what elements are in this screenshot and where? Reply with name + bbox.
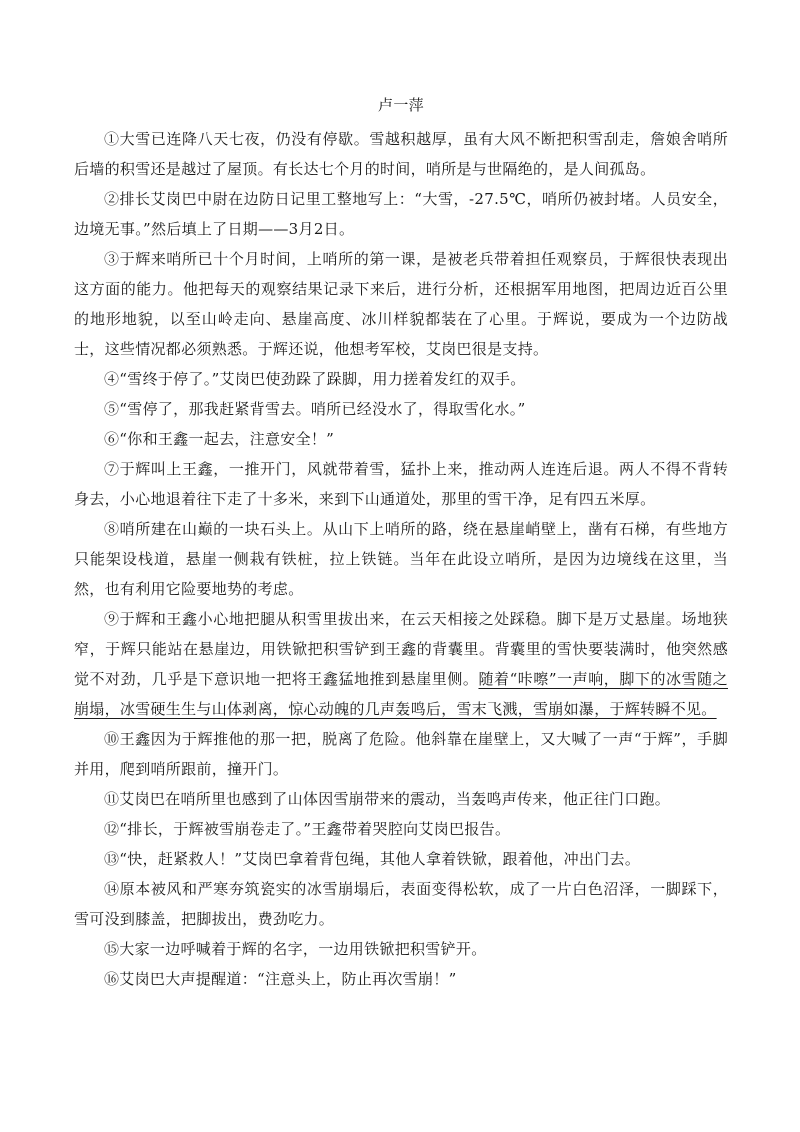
document-page [74, 90, 728, 994]
paragraph-text: ③于辉来哨所已十个月时间，上哨所的第一课，是被老兵带着担任观察员，于辉很快表现出这方面的能力。他把每天的观察结果记录下来后，进行分析，还根据军用地图，把周边近百公里的地形地貌，以至山岭走向、悬崖高度、冰川样貌都装在了心里。于辉说，要成为一个边防战士，这些情况都必须熟悉。于辉还说，他想考军校，艾岗巴很是支持。 [74, 250, 728, 358]
paragraph-text: ⑩王鑫因为于辉推他的那一把，脱离了危险。他斜靠在崖壁上，又大喊了一声“于辉”，手脚并用，爬到哨所跟前，撞开门。 [74, 730, 728, 778]
paragraph-text: ⑨于辉和王鑫小心地把腿从积雪里拔出来，在云天相接之处踩稳。脚下是万丈悬崖。场地狭窄，于辉只能站在悬崖边，用铁锨把积雪铲到王鑫的背囊里。背囊里的雪快要装满时，他突然感觉不对劲，几乎是下意识地一把将王鑫猛地推到悬崖里侧。 [74, 610, 728, 688]
paragraph-13 [74, 844, 728, 874]
paragraph-text: ⑪艾岗巴在哨所里也感到了山体因雪崩带来的震动，当轰鸣声传来，他正往门口跑。 [104, 790, 671, 808]
paragraph-text: ①大雪已连降八天七夜，仍没有停歇。雪越积越厚，虽有大风不断把积雪刮走，詹娘舍哨所后墙的积雪还是越过了屋顶。有长达七个月的时间，哨所是与世隔绝的，是人间孤岛。 [74, 130, 728, 178]
paragraph-text: ⑦于辉叫上王鑫，一推开门，风就带着雪，猛扑上来，推动两人连连后退。两人不得不背转身去，小心地退着往下走了十多米，来到下山通道处，那里的雪干净，足有四五米厚。 [74, 460, 728, 508]
paragraph-6 [74, 424, 728, 454]
paragraph-text: ⑮大家一边呼喊着于辉的名字，一边用铁锨把积雪铲开。 [104, 940, 487, 958]
paragraph-text: ⑯艾岗巴大声提醒道：“注意头上，防止再次雪崩！” [104, 970, 457, 988]
paragraph-4 [74, 364, 728, 394]
paragraph-text: ⑭原本被风和严寒夯筑瓷实的冰雪崩塌后，表面变得松软，成了一片白色沼泽，一脚踩下，雪可没到膝盖，把脚拔出，费劲吃力。 [74, 880, 728, 928]
paragraph-11 [74, 784, 728, 814]
paragraph-3 [74, 244, 728, 364]
paragraph-14 [74, 874, 728, 934]
paragraph-8 [74, 514, 728, 604]
paragraph-5 [74, 394, 728, 424]
paragraph-text: ⑤“雪停了，那我赶紧背雪去。哨所已经没水了，得取雪化水。” [104, 400, 526, 418]
paragraph-1 [74, 124, 728, 184]
paragraph-16 [74, 964, 728, 994]
paragraph-10 [74, 724, 728, 784]
underlined-sentence: 随着“咔嚓”一声响，脚下的冰雪随之崩塌，冰雪硬生生与山体剥离，惊心动魄的几声轰鸣后，雪末飞溅，雪崩如瀑，于辉转瞬不见。 [74, 670, 728, 718]
paragraph-7 [74, 454, 728, 514]
author-name: 卢一萍 [378, 96, 424, 114]
paragraph-2 [74, 184, 728, 244]
paragraph-text: ④“雪终于停了。”艾岗巴使劲跺了跺脚，用力搓着发红的双手。 [104, 370, 526, 388]
paragraph-12 [74, 814, 728, 844]
paragraph-15 [74, 934, 728, 964]
paragraph-text: ②排长艾岗巴中尉在边防日记里工整地写上：“大雪，-27.5℃，哨所仍被封堵。人员安全，边境无事。”然后填上了日期——3月2日。 [74, 190, 728, 238]
paragraph-text: ⑥“你和王鑫一起去，注意安全！” [104, 430, 335, 448]
paragraph-text: ⑧哨所建在山巅的一块石头上。从山下上哨所的路，绕在悬崖峭壁上，凿有石梯，有些地方只能架设栈道，悬崖一侧栽有铁桩，拉上铁链。当年在此设立哨所，是因为边境线在这里，当然，也有利用它险要地势的考虑。 [74, 520, 728, 598]
paragraph-text: ⑫“排长，于辉被雪崩卷走了。”王鑫带着哭腔向艾岗巴报告。 [104, 820, 511, 838]
paragraph-text: ⑬“快，赶紧救人！”艾岗巴拿着背包绳，其他人拿着铁锨，跟着他，冲出门去。 [104, 850, 641, 868]
paragraph-9 [74, 604, 728, 724]
